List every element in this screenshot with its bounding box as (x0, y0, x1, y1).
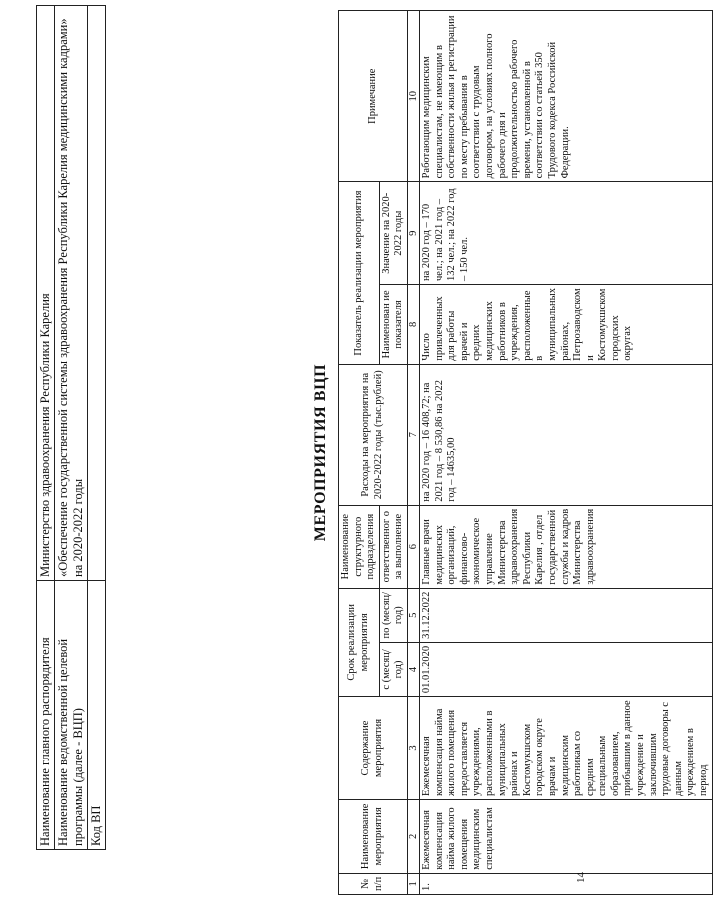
column-number: 9 (407, 182, 419, 285)
column-number: 2 (407, 799, 419, 873)
header-expenses: Расходы на мероприятия на 2020-2022 годы (тыс.рублей) (339, 364, 408, 505)
column-number: 3 (407, 697, 419, 800)
row-expenses: на 2020 год – 16 408,72; на 2021 год – 8 530,86 на 2022 год – 14635,00 (419, 364, 712, 505)
program-info-table (36, 5, 106, 850)
info-value: «Обеспечение государственной системы здравоохранения Республики Карелия медицинскими кадрами» на 2020-2022 годы (55, 6, 88, 581)
header-period-to: по (месяц/ год) (379, 588, 407, 642)
info-row (37, 6, 55, 850)
header-unit-resp: ответственног о за выполнение (379, 505, 407, 588)
row-content: Ежемесячная компенсация найма жилого помещения предоставляется учреждениями, расположенными в муниципальных районах и Костомукшском городском округе врачам и медицинским работникам со средним специальным образованием, прибывшим в данное учреждение и заключившим трудовые договоры с данным учреждением в период (419, 697, 712, 800)
column-number: 10 (407, 11, 419, 182)
info-row (88, 6, 106, 850)
column-number: 4 (407, 642, 419, 696)
page-title: МЕРОПРИЯТИЯ ВЦП (312, 363, 329, 542)
header-period: Срок реализации мероприятия (339, 588, 380, 697)
header-unit: Наименование структурного подразделения (339, 505, 380, 588)
header-name: Наименование мероприятия (339, 799, 408, 873)
column-number: 1 (407, 873, 419, 894)
row-unit: Главные врачи медицинских организаций, финансово-экономическое управление Министерства здравоохранения Республики Карелия , отдел государственной службы и кадров Министерства здравоохранения (419, 505, 712, 588)
header-period-from: с (месяц/ год) (379, 642, 407, 696)
header-num: № п/п (339, 873, 408, 894)
column-number: 8 (407, 285, 419, 365)
page-number: 14 (575, 872, 587, 883)
header-note: Примечание (339, 11, 408, 182)
info-label: Наименование главного распорядителя (37, 581, 55, 850)
row-to: 31.12.2022 (419, 588, 712, 642)
info-value: Министерство здравоохранения Республики Карелия (37, 6, 55, 581)
row-indicator-name: Число привлеченных для работы врачей и средних медицинских работников в учреждения, расположенные в муниципальных районах, Петрозаводском и Костомукшском городских округах (419, 285, 712, 365)
header-indicator-value: Значение на 2020-2022 годы (379, 182, 407, 285)
row-from: 01.01.2020 (419, 642, 712, 696)
column-number: 6 (407, 505, 419, 588)
row-indicator-value: на 2020 год – 170 чел.; на 2021 год – 132 чел.; на 2022 год – 150 чел. (419, 182, 712, 285)
row-note: Работающим медицинским специалистам, не имеющим в собственности жилья и регистрации по месту пребывания в соответствии с трудовым договором, на условиях полного рабочего дня и продолжительностью рабочего времени, установленной в соответствии со статьей 350 Трудового кодекса Российской Федерации. (419, 11, 712, 182)
info-value (88, 6, 106, 581)
header-indicator-name: Наименован ие показателя (379, 285, 407, 365)
row-num: 1. (419, 873, 712, 894)
column-number-row (407, 11, 419, 895)
header-indicator: Показатель реализации мероприятия (339, 182, 380, 364)
header-content: Содержание мероприятия (339, 697, 408, 800)
info-row (55, 6, 88, 850)
activities-table (338, 10, 713, 895)
info-label: Код ВП (88, 581, 106, 850)
row-name: Ежемесячная компенсация найма жилого помещения медицинским специалистам (419, 799, 712, 873)
table-row (419, 11, 712, 895)
column-number: 7 (407, 364, 419, 505)
column-number: 5 (407, 588, 419, 642)
info-label: Наименование ведомственной целевой программы (далее - ВЦП) (55, 581, 88, 850)
header-row (339, 11, 380, 895)
